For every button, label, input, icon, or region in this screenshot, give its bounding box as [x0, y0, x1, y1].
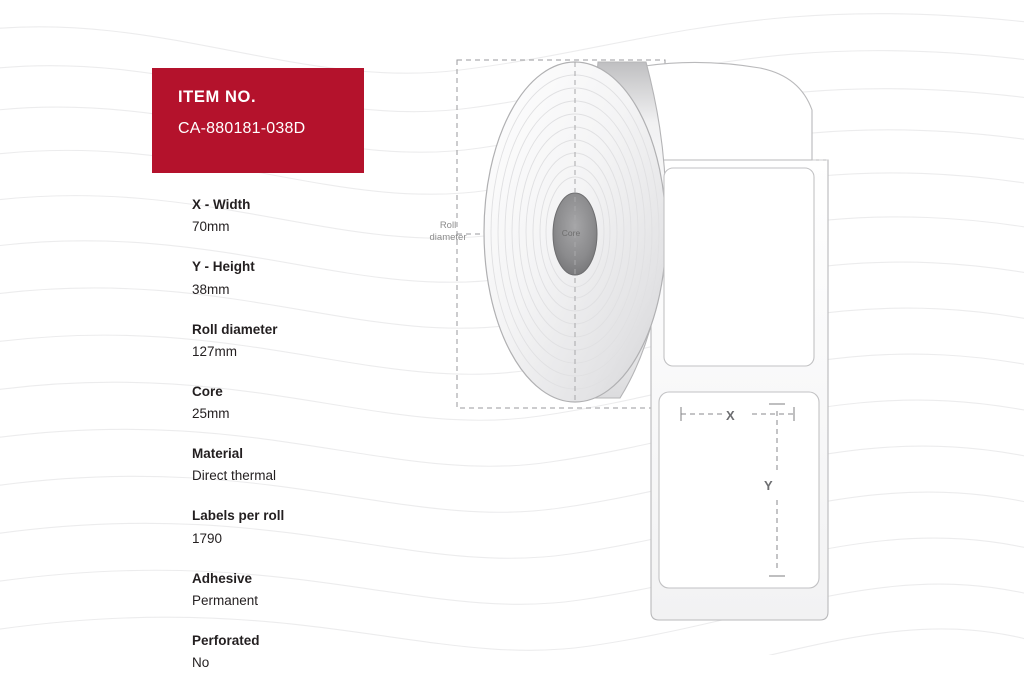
front-label-panel	[664, 168, 814, 366]
roll-diameter-caption-line1: Roll	[439, 220, 457, 231]
item-number-label: ITEM NO.	[178, 88, 257, 106]
core-caption: Core	[561, 228, 581, 238]
spec-value: Direct thermal	[192, 468, 277, 484]
x-dimension-label: X	[726, 408, 735, 423]
top-label-sheet	[645, 62, 812, 160]
item-number-value: CA-880181-038D	[178, 119, 306, 137]
spec-label: Perforated	[192, 632, 260, 648]
spec-value: Permanent	[192, 592, 259, 608]
dimension-label-panel	[659, 392, 819, 588]
spec-label: Adhesive	[192, 570, 253, 586]
spec-value: 25mm	[192, 406, 230, 422]
spec-label: X - Width	[192, 197, 251, 212]
y-dimension-label: Y	[764, 478, 773, 493]
spec-value: 127mm	[192, 343, 238, 359]
spec-value: 38mm	[192, 281, 230, 297]
spec-value: 1790	[192, 530, 223, 546]
spec-label: Core	[192, 383, 223, 399]
spec-label: Labels per roll	[192, 508, 285, 524]
spec-label: Material	[192, 446, 244, 462]
roll-diameter-caption-line2: diameter	[429, 231, 467, 243]
spec-value: 70mm	[192, 219, 230, 235]
spec-label: Roll diameter	[192, 321, 278, 337]
spec-label: Y - Height	[192, 259, 255, 275]
roll-diameter-caption	[418, 220, 478, 244]
spec-value: No	[192, 655, 210, 671]
